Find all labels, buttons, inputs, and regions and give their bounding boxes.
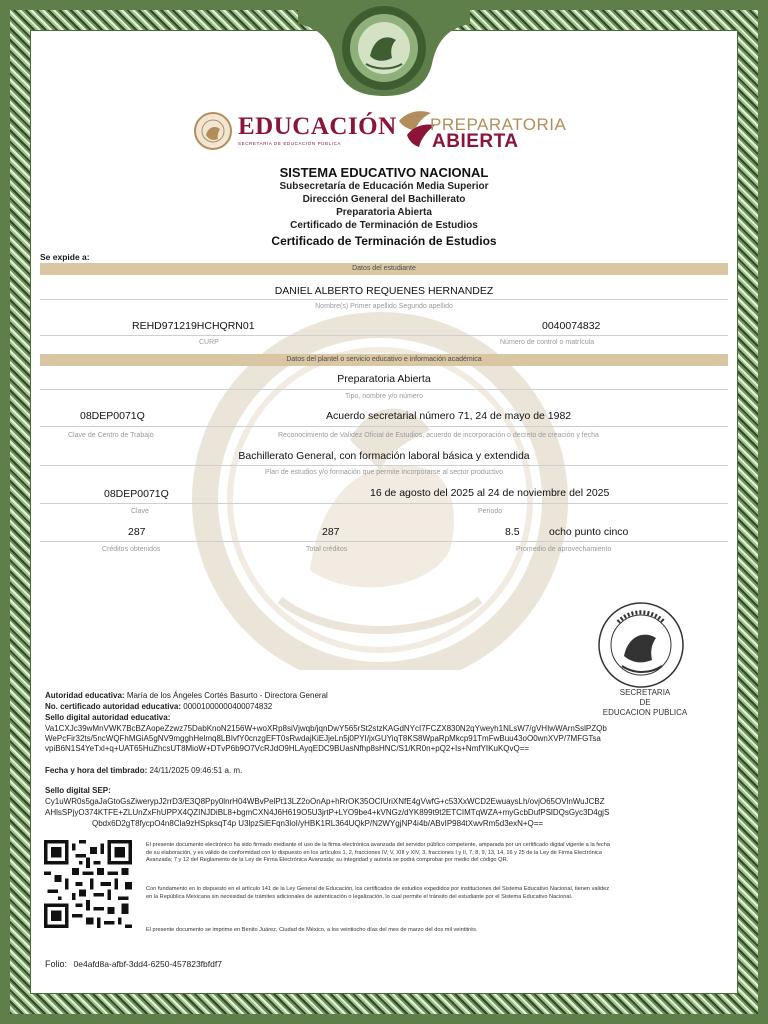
header-line-2: Subsecretaría de Educación Media Superior	[279, 181, 489, 192]
control-number-label: Número de control o matrícula	[500, 339, 595, 346]
timestamp-value: 24/11/2025 09:46:51 a. m.	[149, 766, 243, 775]
folio-row	[45, 959, 222, 969]
authority-cert-value: 00001000000400074832	[183, 702, 273, 711]
school-data-band: Datos del plantel o servicio educativo e información académica	[40, 354, 728, 366]
folio-label: Folio:	[45, 959, 68, 969]
seal-caption-line-2: DE	[639, 698, 651, 707]
timestamp-row	[45, 766, 242, 775]
student-name-label: Nombre(s) Primer apellido Segundo apellido	[315, 303, 453, 310]
divider	[40, 503, 728, 504]
logo-row	[190, 103, 590, 155]
credits-obtained-value: 287	[128, 526, 146, 538]
legal-paragraph-2: Con fundamento en lo dispuesto en el artículo 141 de la Ley General de Educación, los certificados de estudios expedidos por instituciones del Sistema Educativo Nacional, tienen validez en la República Mexicana sin necesidad de trámites adicionales de autenticación o legalización, lo cual permite el tránsito del estudiante por el Sistema Educativo Nacional.	[146, 886, 610, 900]
cct-value: 08DEP0071Q	[80, 410, 145, 422]
authority-value: María de los Ángeles Cortés Basurto - Directora General	[126, 691, 328, 700]
plan-label: Plan de estudios y/o formación que permite incorporarse al sector productivo	[264, 469, 504, 476]
control-number-value: 0040074832	[542, 320, 601, 332]
periodo-label: Periodo	[478, 508, 503, 515]
authority-label: Autoridad educativa:	[45, 691, 125, 700]
cct-label: Clave de Centro de Trabajo	[68, 432, 154, 439]
divider	[40, 335, 728, 336]
credits-obtained-label: Créditos obtenidos	[102, 546, 161, 553]
divider	[40, 541, 728, 542]
seal-caption-line-3: EDUCACION PUBLICA	[602, 708, 688, 717]
authority-cert-label: No. certificado autoridad educativa:	[45, 702, 182, 711]
sep-seal-line-2: AHlsSPjyO374KTFE+ZLUnZxFhUPPX4QZINJDiBL8+bgmCXN4J6H619O5U3jrtP+LYO9be4+kVNGz/dYK899t9t2ETCIMTqWZA+myGcbDufPSlDQsGyc3D4gjS	[45, 808, 610, 817]
legal-paragraph-3: El presente documento se imprime en Benito Juárez, Ciudad de México, a los veintiocho días del mes de marzo del dos mil veintitrés.	[146, 927, 478, 933]
timestamp-label: Fecha y hora del timbrado:	[45, 766, 148, 775]
header-line-5: Certificado de Terminación de Estudios	[290, 220, 478, 229]
student-data-band: Datos del estudiante	[40, 263, 728, 275]
sep-seal-label: Sello digital SEP:	[45, 786, 111, 795]
average-number-value: 8.5	[505, 526, 520, 538]
curp-value: REHD971219HCHQRN01	[132, 320, 255, 332]
national-seal-icon	[296, 4, 472, 96]
folio-value: 0e4afd8a-afbf-3dd4-6250-457823fbfdf7	[73, 959, 222, 969]
divider	[40, 299, 728, 300]
qr-code-icon	[44, 840, 132, 928]
sep-seal-line-1: Cy1uWR0s5gaJaGtoGsZiwerypJ2rrD3/E3Q8Ppy0lnrH04WBvPelPt13LZ2oOnAp+hRrOK35OCIUriXNfE4gVwfG+c53XxWCD2EwuaysLh/ovjO65OVlnWuJCBZ	[45, 797, 605, 806]
header-line-4: Preparatoria Abierta	[336, 207, 432, 218]
divider	[40, 426, 728, 427]
clave-label: Clave	[131, 508, 149, 515]
average-label: Promedio de aprovechamiento	[516, 546, 612, 553]
seal-caption	[590, 688, 700, 718]
rvoe-value: Acuerdo secretarial número 71, 24 de mayo de 1982	[326, 410, 572, 422]
school-type-value: Preparatoria Abierta	[337, 373, 431, 385]
authority-seal-line-1: Va1CXJc39wMnVWK7BcBZAopeZzwz75DabKnoN2156W+woXRp8siVjwqb/jqnDwY565rSt2stzKAGdNYcI7FCZX830N2qYweyh1NLsW7/gVHIwWArnSslPZQb	[45, 724, 607, 733]
authority-cert-row	[45, 702, 272, 711]
sep-official-seal-icon	[596, 600, 686, 690]
educacion-logo-text: EDUCACIÓN	[238, 113, 397, 140]
issued-to-label: Se expide a:	[40, 252, 90, 262]
periodo-value: 16 de agosto del 2025 al 24 de noviembre del 2025	[370, 487, 610, 499]
authority-seal-line-3: vpiB6N1S4YeTxl+q+UAT65HuZhcsUT8MioW+DTvP6b9O7VcRJdO9HLAyqEDC9BUasNfhp8sHNC/S1/KR0n+pQ2+Is+NmfYIKuKQvQ==	[45, 744, 530, 753]
authority-seal-label: Sello digital autoridad educativa:	[45, 713, 171, 722]
credits-total-value: 287	[322, 526, 340, 538]
student-name: DANIEL ALBERTO REQUENES HERNANDEZ	[274, 285, 494, 297]
rvoe-label: Reconocimiento de Validez Oficial de Estudios, acuerdo de incorporación o decreto de creación y fecha	[278, 432, 599, 439]
plan-value: Bachillerato General, con formación laboral básica y extendida	[238, 450, 530, 462]
educacion-logo-subtitle: SECRETARÍA DE EDUCACIÓN PÚBLICA	[238, 141, 342, 146]
credits-total-label: Total créditos	[306, 546, 348, 553]
average-text-value: ocho punto cinco	[549, 526, 629, 538]
prepa-logo-bottom-text: ABIERTA	[432, 131, 519, 152]
document-title: Certificado de Terminación de Estudios	[271, 234, 497, 248]
header-line-1: SISTEMA EDUCATIVO NACIONAL	[279, 165, 489, 180]
sep-seal-line-3: Qbdx6D2gT8fycpO4n8Cla9zHSpksqT4p U3lpzSiEFqn3loI/yHBK1RL364UQkP/N2WYgjNP4i4b/ABvIP984tXwvRm5d3exN+Q==	[92, 819, 544, 828]
authority-row	[45, 691, 328, 700]
curp-label: CURP	[199, 339, 219, 346]
prepa-logo-top-text: PREPARATORIA	[430, 115, 567, 134]
header-line-3: Dirección General del Bachillerato	[302, 194, 466, 205]
legal-paragraph-1: El presente documento electrónico ha sido firmado mediante el uso de la firma electrónica avanzada del servidor público competente, amparada por un certificado digital vigente a la fecha de su elaboración, y es válido de conformidad con lo dispuesto en los artículos 1, 2, fracciones IV, V, XIII y XIV, 3, fracciones I y II, 7, 8, 9, 13, 14, 16 y 25 de la Ley de Firma Electrónica Avanzada; 7 y 12 del Reglamento de la Ley de Firma Electrónica Avanzada; su integridad y autoría se podrá comprobar por medio del código QR.	[146, 842, 610, 864]
sep-seal-icon	[193, 111, 233, 151]
authority-seal-line-2: WePcFir32ts/5ncWQFhMGiA5gNV9mgghHelmq8LBIvfY0cnzgEFT0sRwdajKiEJjeLn5j0PYI/jxGUYiqT8KS8WpaRpMkcp91TmFwBuu43oO0wnXVP/7MFGTsa	[45, 734, 601, 743]
divider	[40, 465, 728, 466]
school-type-label: Tipo, nombre y/o número	[345, 393, 423, 400]
seal-caption-line-1: SECRETARIA	[619, 688, 671, 697]
clave-value: 08DEP0071Q	[104, 488, 169, 500]
divider	[40, 389, 728, 390]
